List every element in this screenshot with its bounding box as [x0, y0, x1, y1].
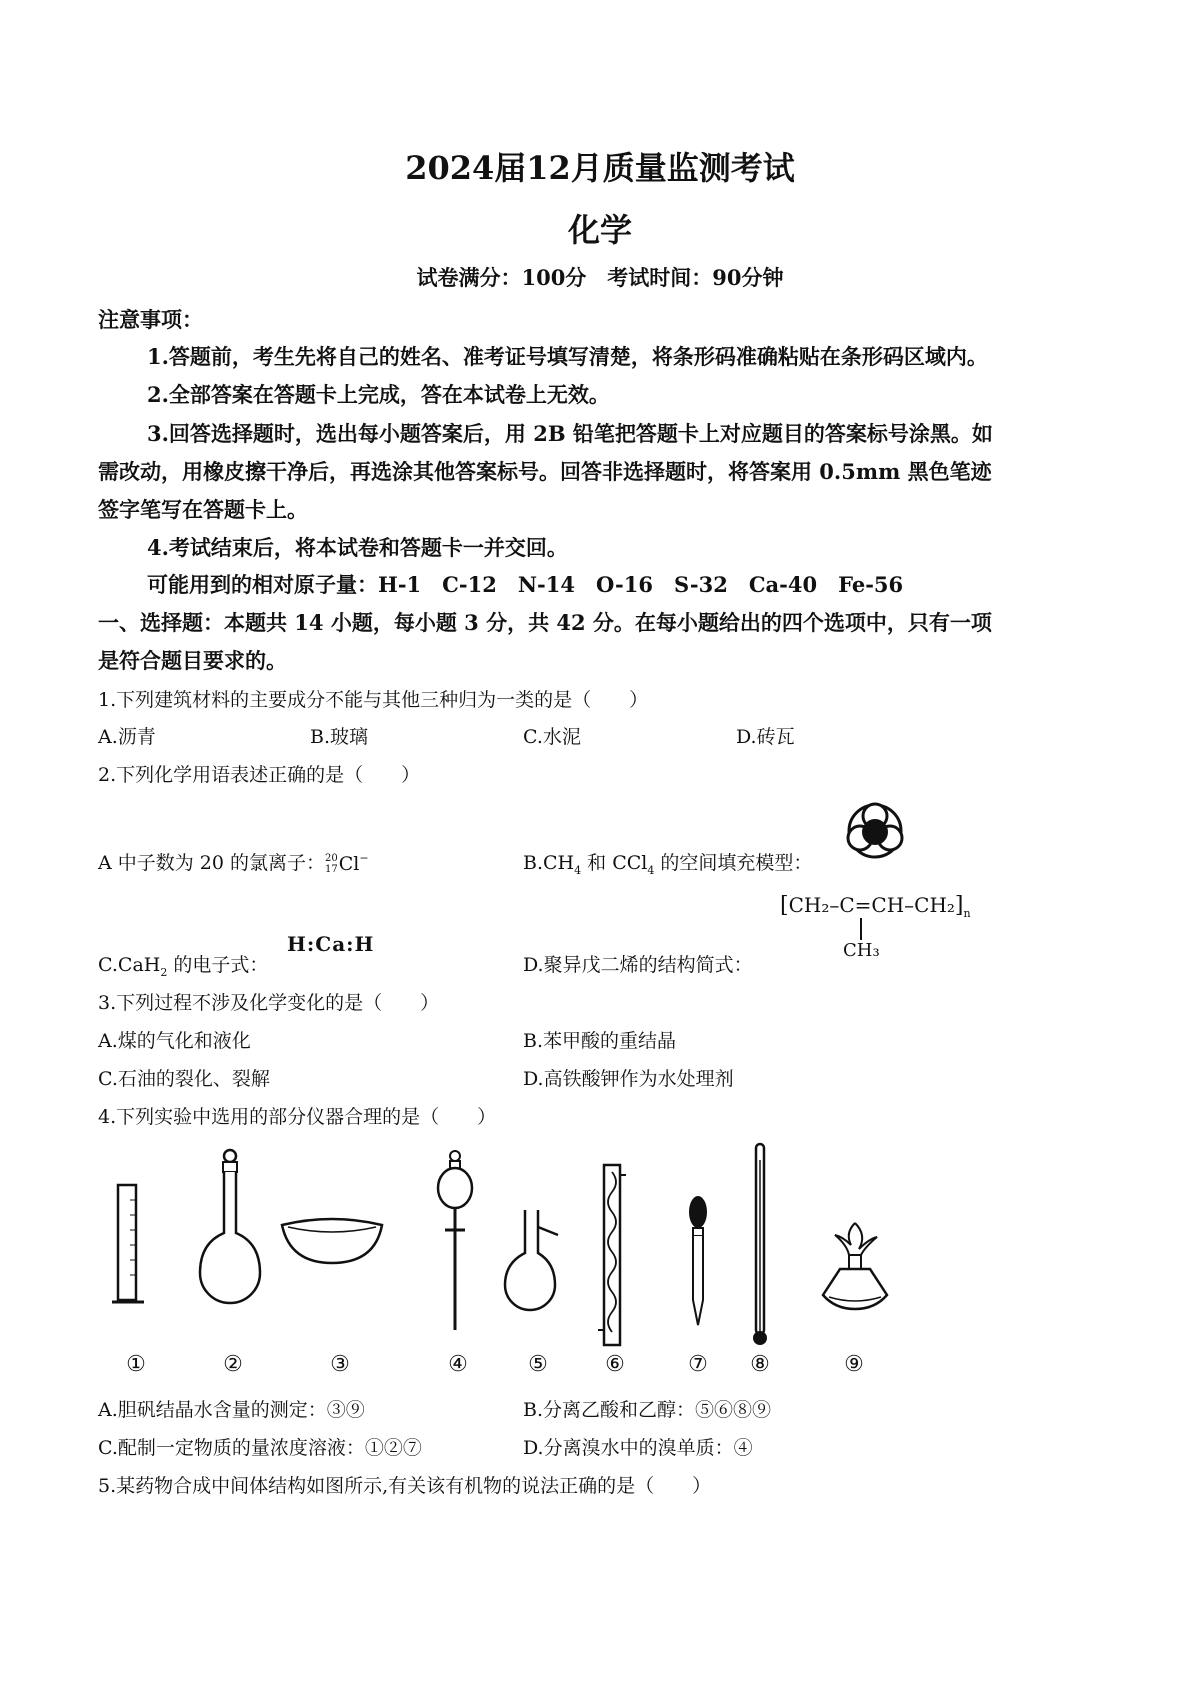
q2-option-c: [98, 950, 268, 977]
notice-item-3-line-2: 需改动，用橡皮擦干净后，再选涂其他答案标号。回答非选择题时，将答案用 0.5mm 黑色笔迹: [98, 459, 992, 484]
q2-option-b-formula-1: B.CH: [523, 852, 575, 874]
apparatus-label-3: ③: [330, 1352, 350, 1377]
graduated-cylinder-icon: [110, 1180, 150, 1310]
q2-option-b: [523, 848, 812, 875]
q2-stem: 2.下列化学用语表述正确的是（ ）: [98, 764, 421, 786]
subscript: 4: [574, 863, 582, 877]
q3-option-c: C.石油的裂化、裂解: [98, 1068, 270, 1090]
q3-stem: 3.下列过程不涉及化学变化的是（ ）: [98, 992, 440, 1014]
notice-item-4: 4.考试结束后，将本试卷和答题卡一并交回。: [147, 535, 568, 560]
q2-option-a-text: A 中子数为 20 的氯离子：: [98, 852, 326, 874]
subscript: 4: [647, 863, 655, 877]
polyisoprene-structure: [780, 893, 971, 918]
q2-option-c-formula: C.CaH: [98, 954, 161, 976]
nuclide-numbers: [325, 853, 338, 875]
q4-stem: 4.下列实验中选用的部分仪器合理的是（ ）: [98, 1106, 497, 1128]
q5-stem: 5.某药物合成中间体结构如图所示,有关该有机物的说法正确的是（ ）: [98, 1475, 712, 1497]
section-1-line-2: 是符合题目要求的。: [98, 648, 287, 673]
apparatus-label-2: ②: [223, 1352, 243, 1377]
q1-option-c: C.水泥: [523, 726, 581, 748]
polymer-chain: CH₂–C=CH–CH₂: [788, 893, 955, 917]
degree-n: n: [963, 907, 971, 920]
q4-option-b: B.分离乙酸和乙醇：⑤⑥⑧⑨: [523, 1399, 772, 1421]
mass-number: 20: [325, 853, 338, 864]
apparatus-label-4: ④: [448, 1352, 468, 1377]
q4-option-a: A.胆矾结晶水含量的测定：③⑨: [98, 1399, 365, 1421]
q1-option-a: A.沥青: [98, 726, 156, 748]
bracket-right: ]: [954, 893, 964, 918]
q1-stem: 1.下列建筑材料的主要成分不能与其他三种归为一类的是（ ）: [98, 689, 649, 711]
q3-option-a: A.煤的气化和液化: [98, 1030, 251, 1052]
q2-option-a: [98, 848, 369, 875]
q1-option-d: D.砖瓦: [736, 726, 795, 748]
distilling-flask-icon: [500, 1205, 570, 1320]
notice-item-3-line-3: 签字笔写在答题卡上。: [98, 497, 308, 522]
section-1-line-1: 一、选择题：本题共 14 小题，每小题 3 分，共 42 分。在每小题给出的四个选项中，只有一项: [98, 610, 992, 635]
volumetric-flask-icon: [195, 1148, 265, 1318]
notice-item-1: 1.答题前，考生先将自己的姓名、准考证号填写清楚，将条形码准确粘贴在条形码区域内。: [147, 344, 988, 369]
notice-heading: 注意事项：: [98, 307, 203, 332]
condenser-icon: [598, 1160, 628, 1355]
apparatus-label-9: ⑨: [844, 1352, 864, 1377]
branch-bond: [859, 918, 863, 940]
exam-subject: 化学: [567, 211, 632, 249]
apparatus-label-1: ①: [126, 1352, 146, 1377]
evaporating-dish-icon: [280, 1215, 385, 1270]
q4-option-c: C.配制一定物质的量浓度溶液：①②⑦: [98, 1437, 422, 1459]
exam-title: 2024届12月质量监测考试: [405, 149, 795, 187]
alcohol-lamp-icon: [815, 1215, 895, 1315]
electron-formula: H:Ca:H: [287, 932, 375, 956]
space-filling-model-icon: [840, 796, 910, 866]
subscript: 2: [160, 965, 168, 979]
apparatus-label-7: ⑦: [688, 1352, 708, 1377]
apparatus-label-8: ⑧: [750, 1352, 770, 1377]
methyl-branch: CH₃: [843, 940, 880, 961]
separatory-funnel-icon: [430, 1150, 480, 1335]
atomic-masses: 可能用到的相对原子量：H-1 C-12 N-14 O-16 S-32 Ca-40 Fe-56: [147, 572, 904, 597]
apparatus-label-5: ⑤: [528, 1352, 548, 1377]
q3-option-d: D.高铁酸钾作为水处理剂: [523, 1068, 734, 1090]
apparatus-label-6: ⑥: [605, 1352, 625, 1377]
exam-info: 试卷满分：100分 考试时间：90分钟: [416, 265, 784, 290]
element-symbol: Cl: [338, 853, 360, 875]
q2-option-b-text: 的空间填充模型：: [654, 852, 813, 874]
q2-option-c-text: 的电子式：: [167, 954, 269, 976]
q2-option-d: D.聚异戊二烯的结构简式：: [523, 954, 753, 976]
dropper-icon: [683, 1190, 713, 1330]
atomic-number: 17: [325, 864, 338, 875]
thermometer-icon: [750, 1140, 770, 1352]
bracket-left: [: [780, 893, 789, 918]
notice-item-3-line-1: 3.回答选择题时，选出每小题答案后，用 2B 铅笔把答题卡上对应题目的答案标号涂黑。如: [147, 421, 993, 446]
ion-charge: −: [359, 851, 369, 865]
q3-option-b: B.苯甲酸的重结晶: [523, 1030, 677, 1052]
notice-item-2: 2.全部答案在答题卡上完成，答在本试卷上无效。: [147, 382, 610, 407]
q2-option-b-formula-2: 和 CCl: [581, 852, 648, 874]
q4-option-d: D.分离溴水中的溴单质：④: [523, 1437, 753, 1459]
q1-option-b: B.玻璃: [310, 726, 369, 748]
